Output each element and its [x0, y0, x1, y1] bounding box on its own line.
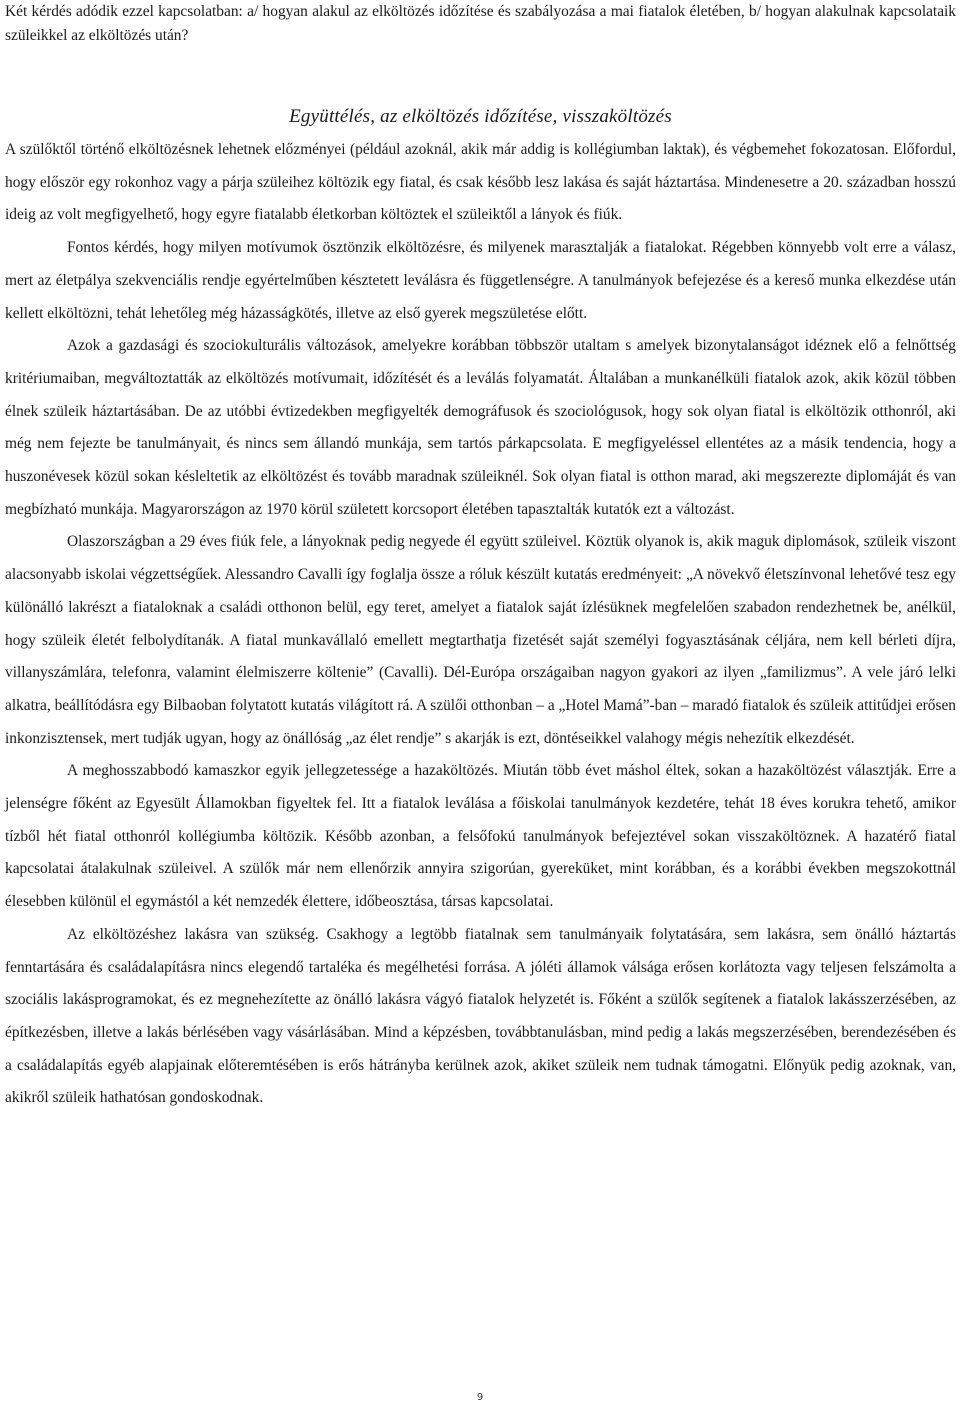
body-paragraph-3: Azok a gazdasági és szociokulturális változások, amelyekre korábban többször utaltam s amelyek bizonytalanságot idéznek elő a felnőttség kritériumaiban, megváltoztatták az elköltözés motívumait, időzítését és a leválás folyamatát. Általában a munkanélküli fiatalok azok, akik közül többen élnek szüleik háztartásában. De az utóbbi évtizedekben megfigyelték demográfusok és szociológusok, hogy sok olyan fiatal is elköltözik otthonról, aki még nem fejezte be tanulmányait, és nincs sem állandó munkája, sem tartós párkapcsolata. E megfigyeléssel ellentétes az a másik tendencia, hogy a huszonévesek közül sokan késleltetik az elköltözést és tovább maradnak szüleiknél. Sok olyan fiatal is otthon marad, aki megszerezte diplomáját és van megbízható munkája. Magyarországon az 1970 körül született korcsoport életében tapasztalták kutatók ezt a változást.	[5, 337, 956, 518]
page-content	[5, 0, 956, 1115]
body-paragraph-6: Az elköltözéshez lakásra van szükség. Csakhogy a legtöbb fiatalnak sem tanulmányaik folytatására, sem lakásra, sem önálló háztartás fenntartására és családalapításra nincs elegendő tartaléka és megélhetési forrása. A jóléti államok válsága erősen korlátozta vagy teljesen felszámolta a szociális lakásprogramokat, és ez megnehezítette az önálló lakásra vágyó fiatalok helyzetét is. Főként a szülők segítenek a fiatalok lakásszerzésében, az építkezésben, illetve a lakás bérlésében vagy vásárlásában. Mind a képzésben, továbbtanulásban, mind pedig a lakás megszerzésében, berendezésében és a családalapítás egyéb alapjainak előteremtésében is erős hátrányba kerülnek azok, akiket szüleik nem tudnak támogatni. Előnyük pedig azoknak, van, akikről szüleik hathatósan gondoskodnak.	[5, 925, 956, 1107]
intro-paragraph: Két kérdés adódik ezzel kapcsolatban: a/ hogyan alakul az elköltözés időzítése és szabályozása a mai fiatalok életében, b/ hogyan alakulnak kapcsolataik szüleikkel az elköltözés után?	[5, 3, 956, 44]
body-paragraph-5: A meghosszabbodó kamaszkor egyik jellegzetessége a hazaköltözés. Miután több évet máshol éltek, sokan a hazaköltözést választják. Erre a jelenségre főként az Egyesült Államokban figyeltek fel. Itt a fiatalok leválása a főiskolai tanulmányok kezdetére, tehát 18 éves korukra tehető, amikor tízből hét fiatal otthonról kollégiumba költözik. Később azonban, a felsőfokú tanulmányok befejeztével sokan visszaköltöznek. A hazatérő fiatal kapcsolatai átalakulnak szüleivel. A szülők már nem ellenőrzik annyira szigorúan, gyereküket, mint korábban, és a korábbi években megszokottnál élesebben különül el egymástól a két nemzedék élettere, időbeosztása, társas kapcsolatai.	[5, 762, 956, 911]
section-heading: Együttélés, az elköltözés időzítése, visszaköltözés	[289, 106, 672, 127]
page-number: 9	[476, 1392, 484, 1403]
body-paragraph-2: Fontos kérdés, hogy milyen motívumok ösztönzik elköltözésre, és milyenek marasztalják a fiatalokat. Régebben könnyebb volt erre a válasz, mert az életpálya szekvenciális rendje egyértelműben késztetett leválásra és függetlenségre. A tanulmányok befejezése és a kereső munka elkezdése után kellett elköltözni, tehát lehetőleg még házasságkötés, illetve az első gyerek megszületése előtt.	[5, 239, 956, 322]
body-paragraph-4: Olaszországban a 29 éves fiúk fele, a lányoknak pedig negyede él együtt szüleivel. Köztük olyanok is, akik maguk diplomások, szüleik viszont alacsonyabb iskolai végzettségűek. Alessandro Cavalli így foglalja össze a róluk készült kutatás eredményeit: „A növekvő életszínvonal lehetővé tesz egy különálló lakrészt a fiataloknak a családi otthonon belül, egy teret, amelyet a fiatalok saját ízlésüknek megfelelően szabadon rendezhetnek be, anélkül, hogy szüleik életét felbolydítanák. A fiatal munkavállaló emellett megtarthatja fizetését saját személyi fogyasztásának céljára, nem kell bérleti díjra, villanyszámlára, telefonra, valamint élelmiszerre költenie” (Cavalli). Dél-Európa országaiban nagyon gyakori az ilyen „familizmus”. A vele járó lelki alkatra, beállítódásra egy Bilbaoban folytatott kutatás világított rá. A szülői otthonban – a „Hotel Mamá”-ban – maradó fiatalok és szüleik attitűdjei erősen inkonzisztensek, mert tudják ugyan, hogy az önállóság „az élet rendje” s akarják is ezt, döntéseikkel valahogy mégis nehezítik elkezdését.	[5, 533, 956, 747]
body-paragraph-1: A szülőktől történő elköltözésnek lehetnek előzményei (például azoknál, akik már addig is kollégiumban laktak), és végbemehet fokozatosan. Előfordul, hogy először egy rokonhoz vagy a párja szüleihez költözik egy fiatal, és csak később lesz lakása és saját háztartása. Mindenesetre a 20. században hosszú ideig az volt megfigyelhető, hogy egyre fiatalabb életkorban költöztek el szüleiktől a lányok és fiúk.	[5, 141, 956, 224]
